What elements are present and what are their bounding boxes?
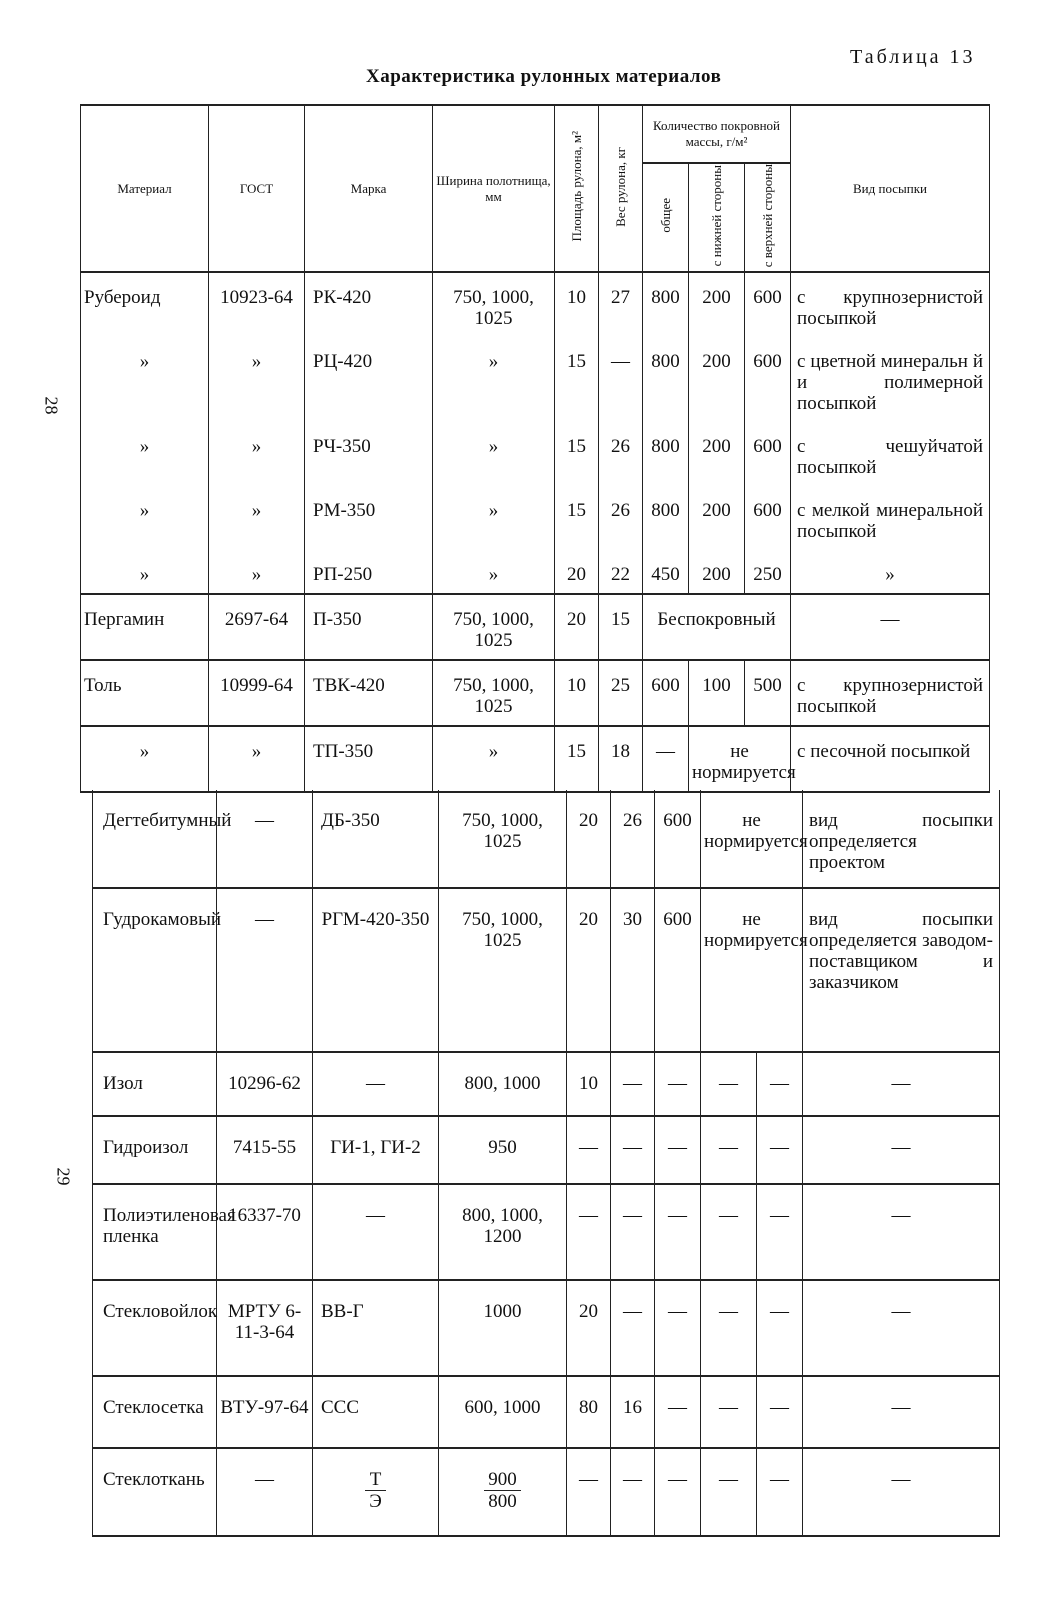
table-cell: не нормируется <box>689 726 791 792</box>
table-cell: » <box>791 550 990 594</box>
table-cell: 20 <box>555 594 599 660</box>
table-cell: — <box>217 888 313 1052</box>
table-row <box>93 1280 1000 1376</box>
table-cell: с крупнозернистой посыпкой <box>791 272 990 337</box>
table-cell: 800, 1000, 1200 <box>439 1184 567 1280</box>
table-cell: 600 <box>655 888 701 1052</box>
table-cell: » <box>209 337 305 422</box>
table-cell: 10999-64 <box>209 660 305 726</box>
table-cell: 600 <box>745 272 791 337</box>
table-cell: — <box>757 1116 803 1184</box>
table-cell: — <box>791 594 990 660</box>
table-cell: — <box>567 1448 611 1536</box>
table-cell: с крупнозернистой посыпкой <box>791 660 990 726</box>
table-row <box>81 422 990 486</box>
table-cell: — <box>757 1376 803 1448</box>
table-cell: 27 <box>599 272 643 337</box>
table-cell: — <box>655 1280 701 1376</box>
table-cell: вид посыпки определяется проектом <box>803 790 1000 888</box>
table-cell: 20 <box>555 550 599 594</box>
table-row <box>93 1052 1000 1116</box>
table-cell: 2697-64 <box>209 594 305 660</box>
table-cell: Пергамин <box>81 594 209 660</box>
table-cell: » <box>433 337 555 422</box>
table-row <box>93 1184 1000 1280</box>
table-cell: 10923-64 <box>209 272 305 337</box>
table-cell: — <box>701 1184 757 1280</box>
table-row <box>81 272 990 337</box>
table-cell: 750, 1000, 1025 <box>433 660 555 726</box>
header-marka: Марка <box>305 105 433 272</box>
table-row <box>81 660 990 726</box>
table-cell: 800 <box>643 272 689 337</box>
header-sprinkle: Вид посыпки <box>791 105 990 272</box>
table-cell: 600 <box>745 337 791 422</box>
table-cell: 15 <box>555 422 599 486</box>
table-cell: Полиэтиленовая пленка <box>93 1184 217 1280</box>
table-cell: » <box>433 486 555 550</box>
table-cell: РГМ-420-350 <box>313 888 439 1052</box>
header-coating: Количество покровной массы, г/м² <box>643 105 791 163</box>
table-cell: — <box>701 1116 757 1184</box>
table-cell: 100 <box>689 660 745 726</box>
table-cell: 10 <box>555 660 599 726</box>
table-cell: — <box>655 1184 701 1280</box>
table-cell: с мелкой минеральной посыпкой <box>791 486 990 550</box>
table-cell: Гидроизол <box>93 1116 217 1184</box>
table-cell: 600 <box>643 660 689 726</box>
materials-table-upper <box>80 104 990 793</box>
table-cell: — <box>611 1116 655 1184</box>
table-cell: 950 <box>439 1116 567 1184</box>
table-cell: 800, 1000 <box>439 1052 567 1116</box>
table-cell: — <box>313 1184 439 1280</box>
table-cell: — <box>599 337 643 422</box>
table-cell: ДБ-350 <box>313 790 439 888</box>
table-cell: РК-420 <box>305 272 433 337</box>
table-cell: 16 <box>611 1376 655 1448</box>
table-cell: » <box>81 726 209 792</box>
table-cell: 200 <box>689 337 745 422</box>
table-cell: — <box>655 1052 701 1116</box>
table-cell: » <box>81 422 209 486</box>
header-gost: ГОСТ <box>209 105 305 272</box>
table-cell: 800 <box>643 422 689 486</box>
table-cell: — <box>567 1116 611 1184</box>
table-cell: Стекловойлок <box>93 1280 217 1376</box>
table-row <box>93 888 1000 1052</box>
table-cell: 20 <box>567 790 611 888</box>
table-cell: — <box>803 1376 1000 1448</box>
table-row <box>81 726 990 792</box>
table-cell: РП-250 <box>305 550 433 594</box>
table-cell: — <box>611 1448 655 1536</box>
table-cell: — <box>803 1448 1000 1536</box>
table-cell: 15 <box>555 726 599 792</box>
table-cell: 25 <box>599 660 643 726</box>
table-cell: — <box>701 1280 757 1376</box>
table-cell: » <box>209 726 305 792</box>
table-cell: с песочной посыпкой <box>791 726 990 792</box>
table-cell: — <box>313 1052 439 1116</box>
table-row <box>93 1448 1000 1536</box>
table-cell: 10296-62 <box>217 1052 313 1116</box>
table-cell: Толь <box>81 660 209 726</box>
table-cell: » <box>209 486 305 550</box>
page-number: 28 <box>41 396 62 415</box>
table-cell: 26 <box>611 790 655 888</box>
header-material: Материал <box>81 105 209 272</box>
table-cell: МРТУ 6-11-3-64 <box>217 1280 313 1376</box>
table-cell: 800 <box>643 337 689 422</box>
table-cell: 750, 1000, 1025 <box>439 888 567 1052</box>
header-top: с верхней стороны <box>745 163 791 272</box>
table-cell: — <box>757 1052 803 1116</box>
table-cell: вид посыпки определяется заводом-поставщиком и заказчиком <box>803 888 1000 1052</box>
table-cell: Стеклосетка <box>93 1376 217 1448</box>
table-row <box>81 550 990 594</box>
table-cell: — <box>701 1448 757 1536</box>
table-cell: 20 <box>567 1280 611 1376</box>
table-cell: » <box>433 422 555 486</box>
table-cell: — <box>643 726 689 792</box>
table-cell: — <box>803 1184 1000 1280</box>
table-cell: » <box>81 337 209 422</box>
table-cell: 200 <box>689 422 745 486</box>
table-cell: ТВК-420 <box>305 660 433 726</box>
header-total: общее <box>643 163 689 272</box>
table-cell: 750, 1000, 1025 <box>439 790 567 888</box>
table-cell: » <box>433 726 555 792</box>
table-cell: — <box>655 1116 701 1184</box>
table-row <box>81 337 990 422</box>
table-cell: — <box>611 1184 655 1280</box>
table-row <box>81 486 990 550</box>
table-cell: » <box>81 486 209 550</box>
table-caption: Характеристика рулонных материалов <box>366 66 722 87</box>
table-cell: Дегтебитумный <box>93 790 217 888</box>
table-cell: 250 <box>745 550 791 594</box>
table-cell: — <box>803 1116 1000 1184</box>
table-cell: П-350 <box>305 594 433 660</box>
table-cell: ТП-350 <box>305 726 433 792</box>
table-cell: Стеклоткань <box>93 1448 217 1536</box>
table-cell: РМ-350 <box>305 486 433 550</box>
marka-fraction: $\frac{Т}{Э}$ <box>313 1448 439 1536</box>
table-cell: с чешуйчатой посыпкой <box>791 422 990 486</box>
table-cell: ВВ-Г <box>313 1280 439 1376</box>
table-cell: 750, 1000, 1025 <box>433 594 555 660</box>
table-cell: 10 <box>567 1052 611 1116</box>
table-row <box>81 594 990 660</box>
header-weight: Вес рулона, кг <box>599 105 643 272</box>
table-cell: 80 <box>567 1376 611 1448</box>
table-cell: — <box>655 1448 701 1536</box>
table-cell: РЧ-350 <box>305 422 433 486</box>
table-cell: ГИ-1, ГИ-2 <box>313 1116 439 1184</box>
table-cell: 1000 <box>439 1280 567 1376</box>
width-fraction: $\frac{900}{800}$ <box>439 1448 567 1536</box>
table-cell: 600, 1000 <box>439 1376 567 1448</box>
table-cell: 15 <box>555 486 599 550</box>
table-cell: Беспокровный <box>643 594 791 660</box>
table-cell: — <box>217 1448 313 1536</box>
table-cell: 16337-70 <box>217 1184 313 1280</box>
table-cell: 600 <box>745 422 791 486</box>
table-cell: — <box>757 1184 803 1280</box>
table-cell: 500 <box>745 660 791 726</box>
table-cell: — <box>803 1052 1000 1116</box>
table-cell: — <box>701 1052 757 1116</box>
table-cell: » <box>209 550 305 594</box>
table-cell: 7415-55 <box>217 1116 313 1184</box>
table-cell: 15 <box>599 594 643 660</box>
table-cell: Гудрокамовый <box>93 888 217 1052</box>
table-cell: Изол <box>93 1052 217 1116</box>
table-cell: 30 <box>611 888 655 1052</box>
table-cell: 800 <box>643 486 689 550</box>
table-cell: 200 <box>689 272 745 337</box>
table-cell: » <box>209 422 305 486</box>
table-cell: 15 <box>555 337 599 422</box>
table-cell: 26 <box>599 486 643 550</box>
page-number: 29 <box>53 1167 74 1186</box>
table-cell: » <box>81 550 209 594</box>
table-cell: 450 <box>643 550 689 594</box>
header-area: Площадь рулона, м² <box>555 105 599 272</box>
table-cell: 22 <box>599 550 643 594</box>
table-cell: 18 <box>599 726 643 792</box>
table-cell: — <box>757 1448 803 1536</box>
table-cell: — <box>567 1184 611 1280</box>
table-cell: 600 <box>655 790 701 888</box>
table-cell: — <box>803 1280 1000 1376</box>
table-cell: — <box>611 1052 655 1116</box>
table-cell: — <box>757 1280 803 1376</box>
table-cell: ВТУ-97-64 <box>217 1376 313 1448</box>
header-width: Ширина полотнища, мм <box>433 105 555 272</box>
materials-table-lower <box>92 790 1000 1537</box>
table-cell: 200 <box>689 550 745 594</box>
table-cell: 20 <box>567 888 611 1052</box>
table-cell: — <box>701 1376 757 1448</box>
table-cell: — <box>217 790 313 888</box>
table-row <box>93 1376 1000 1448</box>
table-cell: » <box>433 550 555 594</box>
table-cell: 26 <box>599 422 643 486</box>
table-cell: с цветной минеральн й и полимерной посыпкой <box>791 337 990 422</box>
table-cell: 600 <box>745 486 791 550</box>
table-cell: ССС <box>313 1376 439 1448</box>
table-cell: 10 <box>555 272 599 337</box>
table-cell: РЦ-420 <box>305 337 433 422</box>
table-cell: — <box>655 1376 701 1448</box>
table-cell: — <box>611 1280 655 1376</box>
table-label: Таблица 13 <box>850 46 976 68</box>
table-cell: 750, 1000, 1025 <box>433 272 555 337</box>
table-row <box>93 1116 1000 1184</box>
table-cell: 200 <box>689 486 745 550</box>
table-row <box>93 790 1000 888</box>
header-bottom: с нижней стороны <box>689 163 745 272</box>
table-cell: не нормируется <box>701 790 803 888</box>
table-cell: не нормируется <box>701 888 803 1052</box>
table-cell: Рубероид <box>81 272 209 337</box>
